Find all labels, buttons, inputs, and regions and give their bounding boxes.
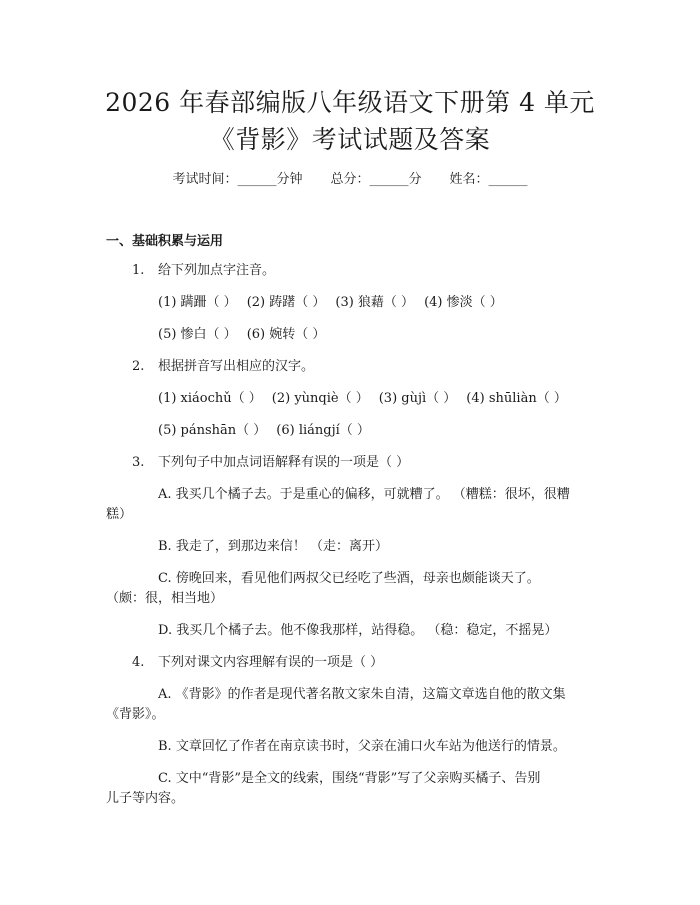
exam-info <box>0 168 700 187</box>
question-3-option-a-cont: 糕） <box>106 507 133 522</box>
list-item: (1) 蹒跚（ ） <box>158 295 237 310</box>
question-2-items-row-1 <box>158 390 567 408</box>
question-3-option-b: B. 我走了，到那边来信！ （走：离开） <box>158 539 388 554</box>
question-3-option-c-cont: （颇：很，相当地） <box>106 591 224 606</box>
question-3-number: 3. <box>132 455 145 470</box>
question-4-option-c-cont: 儿子等内容。 <box>106 791 185 806</box>
question-1-items-row-2 <box>158 326 325 344</box>
exam-student-name: 姓名：______ <box>449 172 528 187</box>
list-item: (4) 惨淡（ ） <box>424 295 503 310</box>
question-2-number: 2. <box>132 359 145 374</box>
question-3-text: 下列句子中加点词语解释有误的一项是（ ） <box>158 455 410 470</box>
list-item: (5) pánshān（ ） <box>158 423 267 438</box>
list-item: (6) liángjí（ ） <box>276 423 370 438</box>
question-1-number: 1. <box>132 263 145 278</box>
list-item: (5) 惨白（ ） <box>158 327 237 342</box>
question-1-items-row-1 <box>158 294 503 312</box>
question-4-text: 下列对课文内容理解有误的一项是（ ） <box>158 655 384 670</box>
list-item: (6) 婉转（ ） <box>246 327 326 342</box>
exam-time: 考试时间：______分钟 <box>172 172 303 187</box>
question-3-option-a: A. 我买几个橘子去。于是重心的偏移，可就糟了。 （糟糕：很坏，很糟 <box>158 487 570 502</box>
question-1-text: 给下列加点字注音。 <box>158 263 276 278</box>
list-item: (3) gùjì（ ） <box>378 391 457 406</box>
question-4-option-c: C. 文中“背影”是全文的线索，围绕“背影”写了父亲购买橘子、告别 <box>158 771 541 786</box>
question-4-option-a-cont: 《背影》。 <box>106 707 165 722</box>
question-3-option-d: D. 我买几个橘子去。他不像我那样，站得稳。 （稳：稳定，不摇晃） <box>158 623 558 638</box>
list-item: (2) yùnqiè（ ） <box>271 391 369 406</box>
section-heading: 一、基础积累与运用 <box>106 234 224 249</box>
question-4-option-a: A. 《背影》的作者是现代著名散文家朱自清，这篇文章选自他的散文集 <box>158 687 566 702</box>
question-2-text: 根据拼音写出相应的汉字。 <box>158 359 315 374</box>
list-item: (2) 踌躇（ ） <box>246 295 326 310</box>
exam-title-line-1: 2026 年春部编版八年级语文下册第 4 单元 <box>105 88 595 117</box>
exam-title-line-2: 《背影》考试试题及答案 <box>209 125 491 154</box>
list-item: (3) 狼藉（ ） <box>335 295 415 310</box>
question-4-number: 4. <box>132 655 145 670</box>
question-4-option-b: B. 文章回忆了作者在南京读书时，父亲在浦口火车站为他送行的情景。 <box>158 739 566 754</box>
question-2-items-row-2 <box>158 422 370 440</box>
question-3-option-c: C. 傍晚回来，看见他们两叔父已经吃了些酒，母亲也颇能谈天了。 <box>158 571 540 586</box>
exam-total-score: 总分：______分 <box>330 172 422 187</box>
list-item: (4) shūliàn（ ） <box>466 391 567 406</box>
list-item: (1) xiáochǔ（ ） <box>158 391 262 406</box>
